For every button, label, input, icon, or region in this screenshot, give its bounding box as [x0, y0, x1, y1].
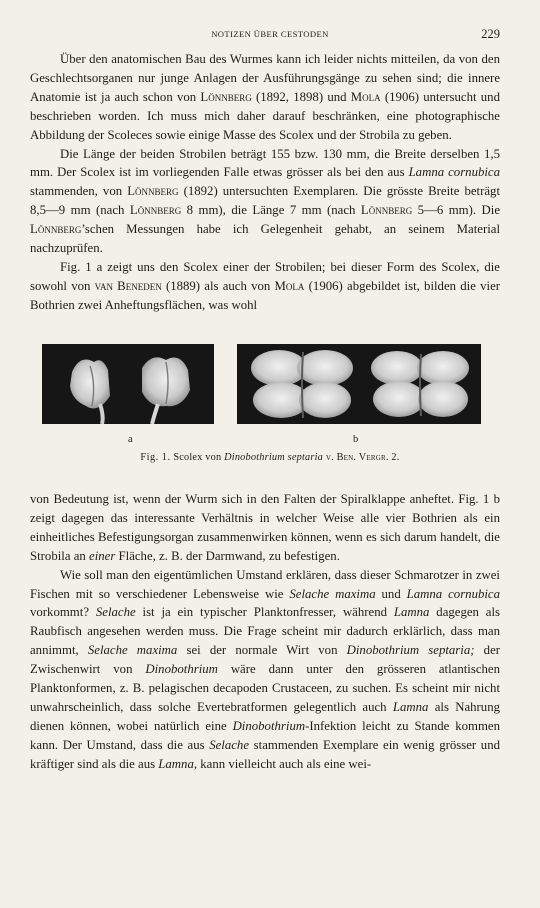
figure-photo-b [237, 344, 481, 424]
species-name: Lamna [393, 605, 430, 620]
author-name: Lönnberg [360, 203, 413, 218]
species-name: Selache [209, 737, 250, 752]
author-name: Lönnberg [30, 222, 82, 237]
body-text-top [30, 50, 500, 315]
species-name: Dinobothrium septaria [224, 452, 324, 463]
figure-photo-a [42, 344, 214, 424]
author-name: Lönnberg [129, 203, 182, 218]
running-header [0, 29, 540, 43]
species-name: Lamna cornubica [408, 165, 501, 180]
species-name: Lamna [392, 699, 429, 714]
species-name: Selache maxima [289, 586, 376, 601]
paragraph-5: Wie soll man den eigentümlichen Umstand erklären, dass dieser Schmarotzer in zwei Fischen mit so verschiedener Lebensweise wie Selache maxima und Lamna cornubica vorkommt? Selache ist ja ein typischer Planktonfresser, während Lamna dagegen als Raubfisch angesehen werden muss. Die Frage scheint mir dadurch erklärlich, dass man annimmt, Selache maxima sei der normale Wirt von Dinobothrium septaria; der Zwischenwirt von Dinobothrium wäre dann unter den grösseren atlantischen Planktonformen, z. B. pelagischen decapoden Crustaceen, zu suchen. Es scheint mir nicht unwahrscheinlich, dass solche Evertebratformen gelegentlich auch Lamna als Nahrung dienen können, wobei natürlich eine Dinobothrium-Infektion leicht zu Stande kommen kann. Der Umstand, dass die aus Selache stammenden Exemplare ein wenig grösser und kräftiger sind als die aus Lamna, kann vielleicht auch als eine wei- [30, 567, 501, 771]
author-name: Mola [274, 278, 305, 293]
page-number: 229 [481, 27, 500, 41]
author-name: Lönnberg [200, 89, 252, 104]
species-name: Selache [95, 605, 136, 620]
emphasis: einer [89, 548, 116, 563]
species-name: Selache maxima [87, 643, 178, 658]
species-name: Dinobothrium [232, 718, 306, 733]
author-name: Lönnberg [127, 184, 179, 199]
species-name: Dinobothrium [145, 662, 218, 677]
author-name: van Beneden [94, 278, 162, 293]
body-text-bottom [30, 490, 500, 774]
species-name: Lamna, [158, 756, 198, 771]
species-name: Dinobothrium septaria; [346, 643, 475, 658]
species-name: Lamna cornubica [406, 586, 501, 601]
paragraph-3: Fig. 1 a zeigt uns den Scolex einer der Strobilen; bei dieser Form des Scolex, die sowohl von van Beneden (1889) als auch von Mola (1906) abgebildet ist, bilden die vier Bothrien zwei Anheftungsflächen, was wohl [30, 259, 501, 312]
figure-label-b: b [353, 434, 359, 445]
paragraph-4: von Bedeutung ist, wenn der Wurm sich in den Falten der Spiralklappe anheftet. Fig. 1 b zeigt dagegen das interessante Verhältnis in welcher Weise alle vier Bothrien als ein einheitliches Befestigungsorgan zusammenwirken können, wenn es sich darum handelt, die Strobila an einer Fläche, z. B. der Darmwand, zu befestigen. [30, 492, 500, 563]
running-title: NOTIZEN ÜBER CESTODEN [211, 29, 329, 39]
paragraph-2: Die Länge der beiden Strobilen beträgt 155 bzw. 130 mm, die Breite derselben 1,5 mm. Der Scolex ist im vorliegenden Falle etwas grösser als bei den aus Lamna cornubica stammenden, von Lönnberg (1892) untersuchten Exemplaren. Die grösste Breite beträgt 8,5—9 mm (nach Lönnberg 8 mm), die Länge 7 mm (nach Lönnberg 5—6 mm). Die Lönnberg’schen Messungen habe ich Gelegenheit gehabt, an seinem Material nachzuprüfen. [30, 146, 501, 256]
paragraph-1: Über den anatomischen Bau des Wurmes kann ich leider nichts mitteilen, da von den Geschlechtsorganen nur junge Anlagen der Ausführungsgänge zu sehen sind; die innere Anatomie ist ja auch schon von Lönnberg (1892, 1898) und Mola (1906) untersucht und beschrieben worden. Ich muss mich daher darauf beschränken, eine photographische Abbildung der Scoleces sowie einige Masse des Scolex und der Strobila zu geben. [30, 52, 500, 142]
figure-label-a: a [128, 434, 133, 445]
author-name: Mola [350, 89, 381, 104]
figure-caption: Fig. 1. Scolex von Dinobothrium septaria v. Ben. Vergr. 2. [140, 452, 400, 463]
figure-1 [0, 344, 540, 474]
